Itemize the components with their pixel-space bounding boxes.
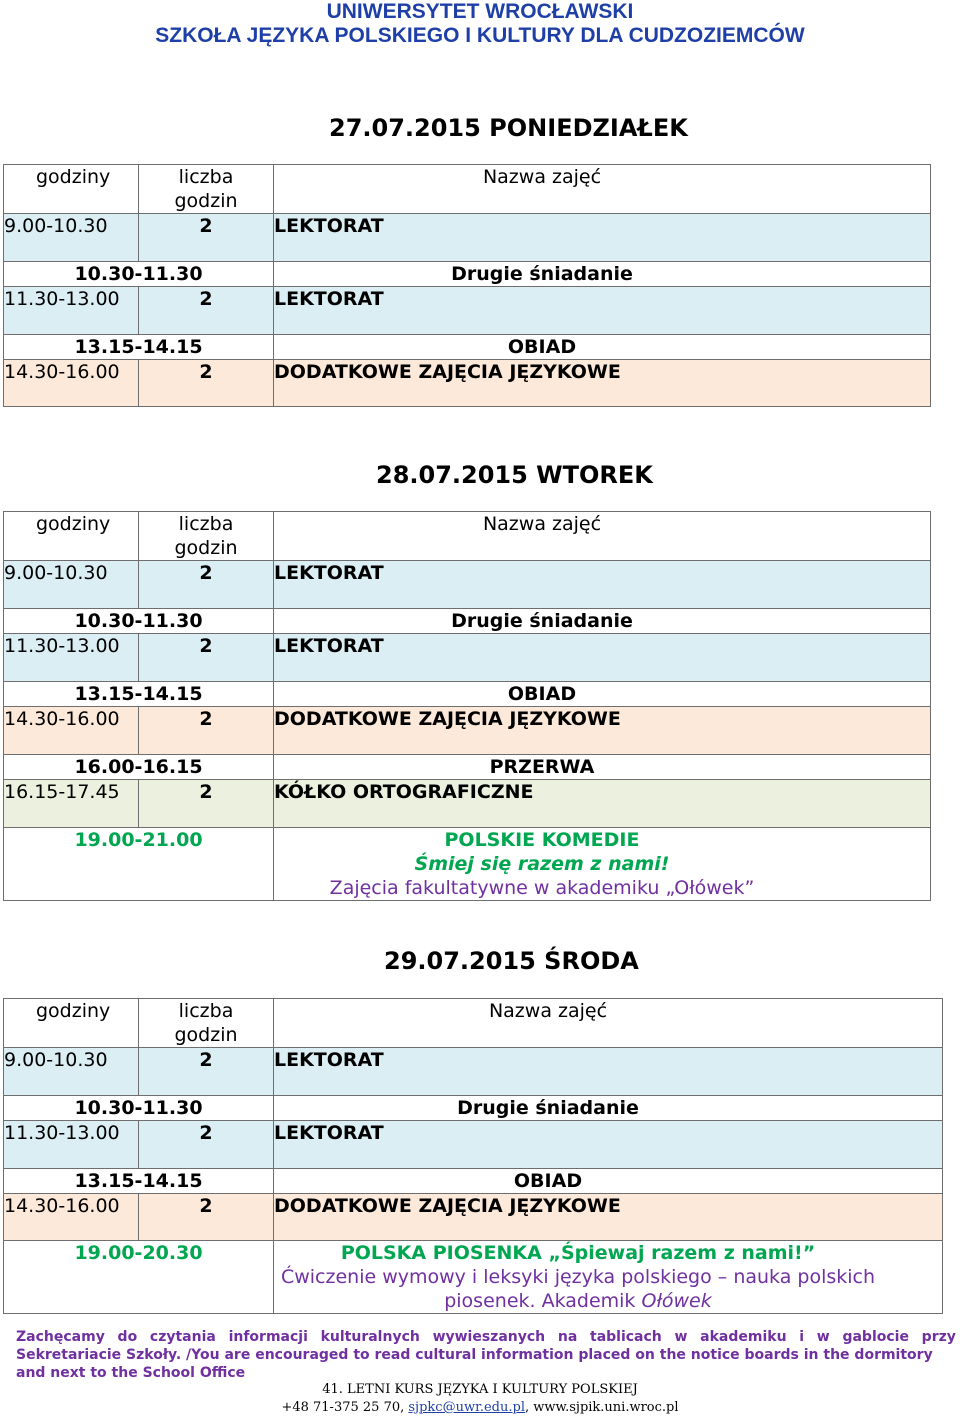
schedule-table-tuesday: [3, 511, 931, 901]
row-count: 2: [139, 1194, 274, 1241]
row-name: LEKTORAT: [274, 561, 931, 609]
notice-word: gablocie: [842, 1329, 909, 1345]
row-name: DODATKOWE ZAJĘCIA JĘZYKOWE: [274, 707, 931, 755]
break-name: PRZERWA: [274, 755, 931, 780]
row-count: 2: [139, 707, 274, 755]
event-row: [4, 1241, 943, 1314]
table-row: [4, 609, 931, 634]
col-name: Nazwa zajęć: [274, 512, 931, 561]
notice-word: przy: [921, 1329, 956, 1345]
event-title: POLSKA PIOSENKA „Śpiewaj razem z nami!”: [340, 1242, 816, 1264]
event-time: 19.00-20.30: [4, 1241, 274, 1314]
table-row: [4, 707, 931, 755]
notice-word: informacji: [228, 1329, 308, 1345]
row-time: 11.30-13.00: [4, 634, 139, 682]
notice-word: w: [674, 1329, 688, 1345]
row-count: 2: [139, 1121, 274, 1169]
day-title-tuesday: 28.07.2015 WTOREK: [376, 461, 653, 489]
break-time: 13.15-14.15: [4, 1169, 274, 1194]
website-text: , www.sjpik.uni.wroc.pl: [525, 1400, 679, 1415]
col-hours: godziny: [4, 512, 139, 561]
table-row: [4, 682, 931, 707]
table-header-row: [4, 165, 931, 214]
row-time: 14.30-16.00: [4, 360, 139, 407]
row-name: KÓŁKO ORTOGRAFICZNE: [274, 780, 931, 828]
row-name: DODATKOWE ZAJĘCIA JĘZYKOWE: [274, 1194, 943, 1241]
break-name: Drugie śniadanie: [274, 262, 931, 287]
break-time: 16.00-16.15: [4, 755, 274, 780]
col-count: liczba godzin: [139, 999, 274, 1048]
table-row: [4, 1194, 943, 1241]
notice-word: wywieszanych: [432, 1329, 546, 1345]
row-count: 2: [139, 634, 274, 682]
school-name: SZKOŁA JĘZYKA POLSKIEGO I KULTURY DLA CUDZOZIEMCÓW: [155, 24, 805, 47]
notice-word: akademiku: [700, 1329, 787, 1345]
table-row: [4, 1048, 943, 1096]
col-count: liczba godzin: [139, 165, 274, 214]
row-name: LEKTORAT: [274, 1121, 943, 1169]
break-time: 13.15-14.15: [4, 335, 274, 360]
notice-word: w: [816, 1329, 830, 1345]
event-note: Zajęcia fakultatywne w akademiku „Ołówek”: [329, 877, 755, 899]
phone-number: +48 71-375 25 70,: [281, 1400, 409, 1415]
row-count: 2: [139, 360, 274, 407]
row-count: 2: [139, 214, 274, 262]
notice-word: czytania: [149, 1329, 216, 1345]
schedule-table-wednesday: [3, 998, 943, 1314]
row-name: DODATKOWE ZAJĘCIA JĘZYKOWE: [274, 360, 931, 407]
table-row: [4, 1121, 943, 1169]
col-hours: godziny: [4, 165, 139, 214]
contact-line: [0, 1398, 960, 1418]
row-name: LEKTORAT: [274, 634, 931, 682]
notice-line-1: [16, 1328, 956, 1346]
table-row: [4, 335, 931, 360]
row-count: 2: [139, 287, 274, 335]
notice-word: Zachęcamy: [16, 1329, 105, 1345]
table-row: [4, 214, 931, 262]
notice-line-2: Sekretariacie Szkoły. /You are encouraged to read cultural information placed on the notice boards in the dormitory: [16, 1347, 933, 1363]
row-name: LEKTORAT: [274, 214, 931, 262]
event-description: [274, 1241, 943, 1314]
event-time: 19.00-21.00: [4, 828, 274, 901]
col-name: Nazwa zajęć: [274, 165, 931, 214]
notice-word: na: [557, 1329, 578, 1345]
event-title: POLSKIE KOMEDIE: [444, 829, 640, 851]
event-subtitle: Śmiej się razem z nami!: [414, 853, 670, 875]
row-time: 14.30-16.00: [4, 1194, 139, 1241]
break-time: 10.30-11.30: [4, 1096, 274, 1121]
row-name: LEKTORAT: [274, 287, 931, 335]
row-time: 9.00-10.30: [4, 561, 139, 609]
row-count: 2: [139, 1048, 274, 1096]
row-time: 11.30-13.00: [4, 287, 139, 335]
email-link[interactable]: sjpkc@uwr.edu.pl: [408, 1400, 525, 1415]
cultural-info-notice: [16, 1328, 956, 1382]
table-header-row: [4, 999, 943, 1048]
notice-word: kulturalnych: [320, 1329, 420, 1345]
row-time: 9.00-10.30: [4, 1048, 139, 1096]
notice-word: tablicach: [590, 1329, 662, 1345]
col-hours: godziny: [4, 999, 139, 1048]
day-title-monday: 27.07.2015 PONIEDZIAŁEK: [329, 114, 688, 142]
row-time: 11.30-13.00: [4, 1121, 139, 1169]
col-name: Nazwa zajęć: [274, 999, 943, 1048]
course-name: 41. LETNI KURS JĘZYKA I KULTURY POLSKIEJ: [322, 1382, 638, 1397]
table-row: [4, 287, 931, 335]
col-count: liczba godzin: [139, 512, 274, 561]
schedule-table-monday: [3, 164, 931, 407]
event-row: [4, 828, 931, 901]
table-header-row: [4, 512, 931, 561]
table-row: [4, 561, 931, 609]
break-name: Drugie śniadanie: [274, 609, 931, 634]
table-row: [4, 360, 931, 407]
row-time: 14.30-16.00: [4, 707, 139, 755]
event-note-2: piosenek. Akademik Ołówek: [444, 1290, 712, 1312]
break-time: 10.30-11.30: [4, 609, 274, 634]
university-name: UNIWERSYTET WROCŁAWSKI: [326, 0, 634, 23]
day-title-wednesday: 29.07.2015 ŚRODA: [384, 947, 639, 975]
break-time: 10.30-11.30: [4, 262, 274, 287]
notice-word: do: [117, 1329, 138, 1345]
row-name: LEKTORAT: [274, 1048, 943, 1096]
table-row: [4, 634, 931, 682]
notice-line-3: and next to the School Office: [16, 1365, 246, 1381]
table-row: [4, 1096, 943, 1121]
table-row: [4, 780, 931, 828]
event-description: [274, 828, 931, 901]
table-row: [4, 755, 931, 780]
row-count: 2: [139, 780, 274, 828]
row-count: 2: [139, 561, 274, 609]
break-name: OBIAD: [274, 335, 931, 360]
table-row: [4, 1169, 943, 1194]
event-note: Ćwiczenie wymowy i leksyki języka polskiego – nauka polskich: [280, 1266, 876, 1288]
row-time: 9.00-10.30: [4, 214, 139, 262]
break-time: 13.15-14.15: [4, 682, 274, 707]
notice-word: i: [799, 1329, 805, 1345]
table-row: [4, 262, 931, 287]
row-time: 16.15-17.45: [4, 780, 139, 828]
break-name: Drugie śniadanie: [274, 1096, 943, 1121]
break-name: OBIAD: [274, 1169, 943, 1194]
break-name: OBIAD: [274, 682, 931, 707]
